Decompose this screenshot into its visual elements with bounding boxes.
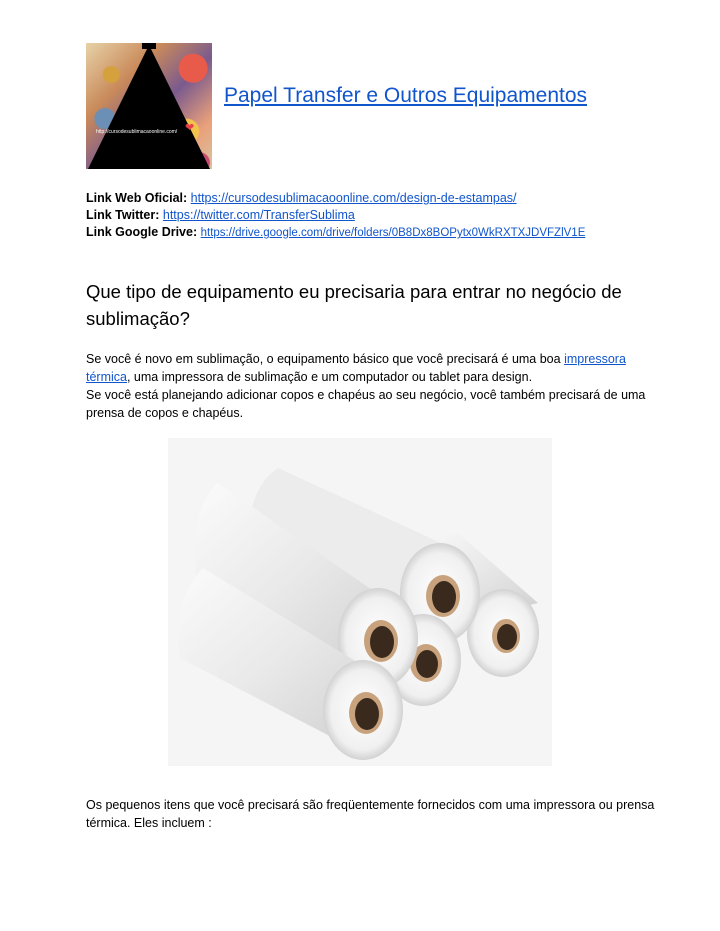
- link-label-drive: Link Google Drive:: [86, 225, 198, 239]
- document-title-link[interactable]: Papel Transfer e Outros Equipamentos: [224, 84, 588, 107]
- link-twitter[interactable]: https://twitter.com/TransferSublima: [162, 208, 355, 222]
- logo-url-text: http://cursodesublimacaoonline.com/: [96, 129, 178, 135]
- link-label-web: Link Web Oficial:: [86, 191, 188, 205]
- para1-text-before: Se você é novo em sublimação, o equipamento básico que você precisará é uma boa: [86, 352, 565, 366]
- link-web-official[interactable]: https://cursodesublimacaoonline.com/design-de-estampas/: [190, 191, 517, 205]
- heart-icon: ❤: [185, 122, 195, 134]
- link-label-twitter: Link Twitter:: [86, 208, 160, 222]
- thermal-printer-link[interactable]: impressora térmica: [86, 352, 626, 384]
- paper-rolls-image: [168, 438, 552, 766]
- section-heading: Que tipo de equipamento eu precisaria para entrar no negócio de sublimação?: [86, 281, 622, 329]
- link-row-twitter: [86, 207, 585, 224]
- links-block: [86, 190, 585, 242]
- paper-rolls-illustration: [168, 438, 552, 766]
- site-logo[interactable]: [86, 43, 212, 169]
- logo-triangle-graphic: [86, 43, 212, 169]
- para1-line2: Se você está planejando adicionar copos e chapéus ao seu negócio, você também precisará de uma prensa de copos e chapéus.: [86, 388, 646, 420]
- link-google-drive[interactable]: https://drive.google.com/drive/folders/0B8Dx8BOPytx0WkRXTXJDVFZlV1E: [200, 227, 586, 239]
- link-row-drive: [86, 224, 585, 242]
- para1-text-after: , uma impressora de sublimação e um computador ou tablet para design.: [126, 370, 533, 384]
- intro-paragraph: [86, 350, 656, 422]
- link-row-web: [86, 190, 585, 207]
- small-items-paragraph: Os pequenos itens que você precisará são freqüentemente fornecidos com uma impressora ou prensa térmica. Eles incluem :: [86, 798, 655, 830]
